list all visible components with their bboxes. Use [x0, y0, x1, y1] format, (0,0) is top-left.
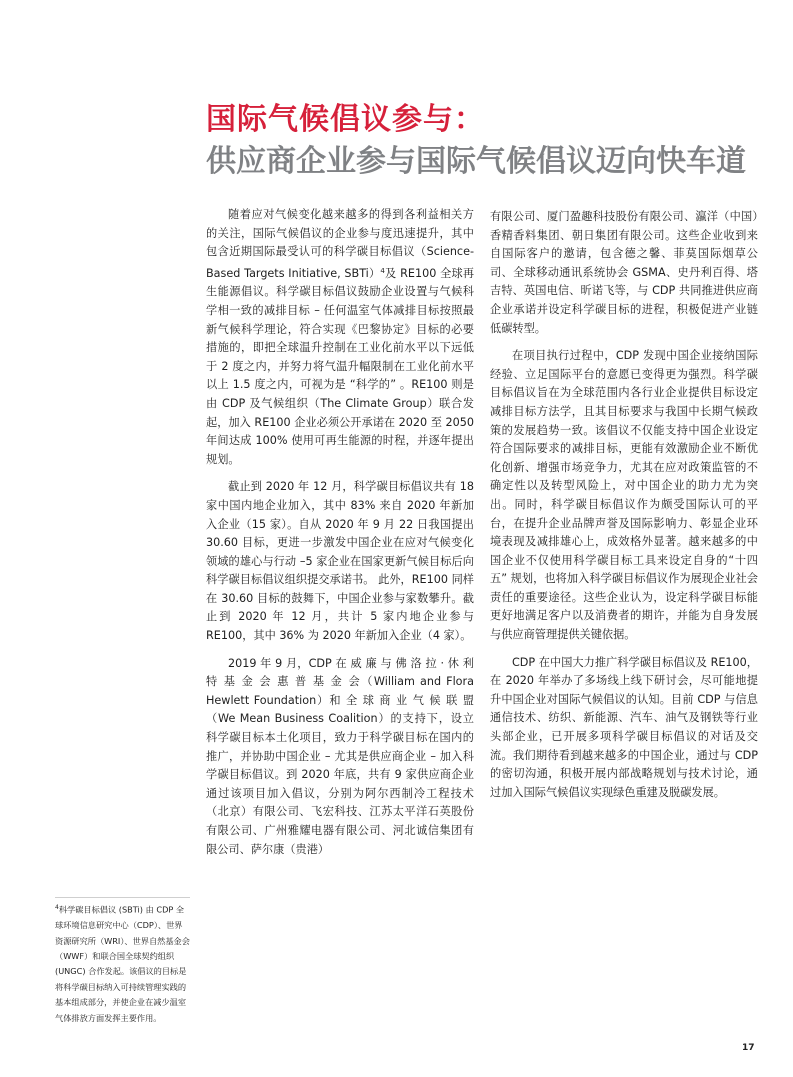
footnote-marker: 4 [55, 904, 59, 911]
footnote-text: 科学碳目标倡议 (SBTi) 由 CDP 全球环境信息研究中心（CDP）、世界资源研究所（WRI）、世界自然基金会（WWF）和联合国全球契约组织 (UNGC) 合作发起。该倡议的目标是将科学碳目标纳入可持续管理实践的基本组成部分，并使企业在减少温室气体排放方面发挥主要作用。 [55, 904, 190, 1023]
page-subtitle: 供应商企业参与国际气候倡议迈向快车道 [206, 144, 746, 179]
left-column [206, 206, 474, 868]
paragraph-1-part-a: 随着应对气候变化越来越多的得到各利益相关方的关注，国际气候倡议的企业参与度迅速提升，其中包含近期国际最受认可的科学碳目标倡议（Science-Based Targets Initiative, SBTi） [206, 208, 474, 280]
paragraph-5: CDP 在中国大力推广科学碳目标倡议及 RE100，在 2020 年举办了多场线上线下研讨会，尽可能地提升中国企业对国际气候倡议的认知。目前 CDP 与信息通信技术、纺织、新能源、汽车、油气及钢铁等行业头部企业，已开展多项科学碳目标倡议的对话及交流。我们期待看到越来越多的中国企业，通过与 CDP 的密切沟通，积极开展内部战略规划与技术讨论，通过加入国际气候倡议实现绿色重建及脱碳发展。 [490, 655, 758, 799]
page-number: 17 [742, 1043, 755, 1053]
paragraph-1-part-b: 及 RE100 全球再生能源倡议。科学碳目标倡议鼓励企业设置与气候科学相一致的减排目标 – 任何温室气体减排目标按照最新气候科学理论，符合实现《巴黎协定》目标的必要措施的，即把全球温升控制在工业化前水平以下远低于 2 度之内，并努力将气温升幅限制在工业化前水平以上 1.5 度之内，可视为是 “科学的” 。RE100 则是由 CDP 及气候组织（The Climate Group）联合发起，加入 RE100 企业必须公开承诺在 2020 至 2050 年间达成 100% 使用可再生能源的时程，并逐年提出规划。 [206, 266, 475, 466]
paragraph-1 [206, 206, 474, 469]
paragraph-4: 在项目执行过程中，CDP 发现中国企业接纳国际经验、立足国际平台的意愿已变得更为强烈。科学碳目标倡议旨在为全球范围内各行业企业提供目标设定减排目标方法学，且其目标要求与我国中长期气候政策的发展趋势一致。该倡议不仅能支持中国企业设定符合国际要求的减排目标，更能有效激励企业不断优化创新、增强市场竞争力，尤其在应对政策监管的不确定性以及转型风险上，对中国企业的助力尤为突出。同时，科学碳目标倡议作为颇受国际认可的平台，在提升企业品牌声誉及国际影响力、彰显企业环境表现及减排雄心上，成效格外显著。越来越多的中国企业不仅使用科学碳目标工具来设定自身的“十四五” 规划，也将加入科学碳目标倡议作为展现企业社会责任的重要途径。这些企业认为，设定科学碳目标能更好地满足客户以及消费者的期许，并能为自身发展与供应商管理提供关键依据。 [490, 349, 758, 642]
right-column [490, 208, 758, 811]
page-title: 国际气候倡议参与： [206, 102, 485, 137]
footnote [55, 897, 190, 1026]
paragraph-3-continued: 有限公司、厦门盈趣科技股份有限公司、瀛洋（中国）香精香料集团、朝日集团有限公司。这些企业收到来自国际客户的邀请，包含德之馨、菲莫国际烟草公司、全球移动通讯系统协会 GSMA、史丹利百得、塔吉特、英国电信、昕诺飞等，与 CDP 共同推进供应商企业承诺并设定科学碳目标的进程，积极促进产业链低碳转型。 [490, 210, 758, 335]
footnote-ref: 4 [380, 266, 385, 275]
paragraph-2: 截止到 2020 年 12 月，科学碳目标倡议共有 18 家中国内地企业加入，其中 83% 来自 2020 年新加入企业（15 家）。自从 2020 年 9 月 22 日我国提出 30.60 目标，更进一步激发中国企业在应对气候变化领域的雄心与行动 –5 家企业在国家更新气候目标后向科学碳目标倡议组织提交承诺书。 此外，RE100 同样在 30.60 目标的鼓舞下，中国企业参与家数攀升。截止到 2020 年 12 月，共计 5 家内地企业参与 RE100，其中 36% 为 2020 年新加入企业（4 家）。 [206, 480, 474, 643]
paragraph-3: 2019 年 9 月，CDP 在 威 廉 与 佛 洛 拉 · 休 利 特 基 金 会 惠 普 基 金 会（William and Flora Hewlett Foundation）和 全 球 商 业 气 候 联 盟（We Mean Business Coalition）的支持下，设立科学碳目标本土化项目，致力于科学碳目标在国内的推广，并协助中国企业 – 尤其是供应商企业 – 加入科学碳目标倡议。到 2020 年底，共有 9 家供应商企业通过该项目加入倡议，分别为阿尔西制冷工程技术（北京）有限公司、飞宏科技、江苏太平洋石英股份有限公司、广州雅耀电器有限公司、河北诚信集团有限公司、萨尔康（贵港） [206, 656, 474, 856]
